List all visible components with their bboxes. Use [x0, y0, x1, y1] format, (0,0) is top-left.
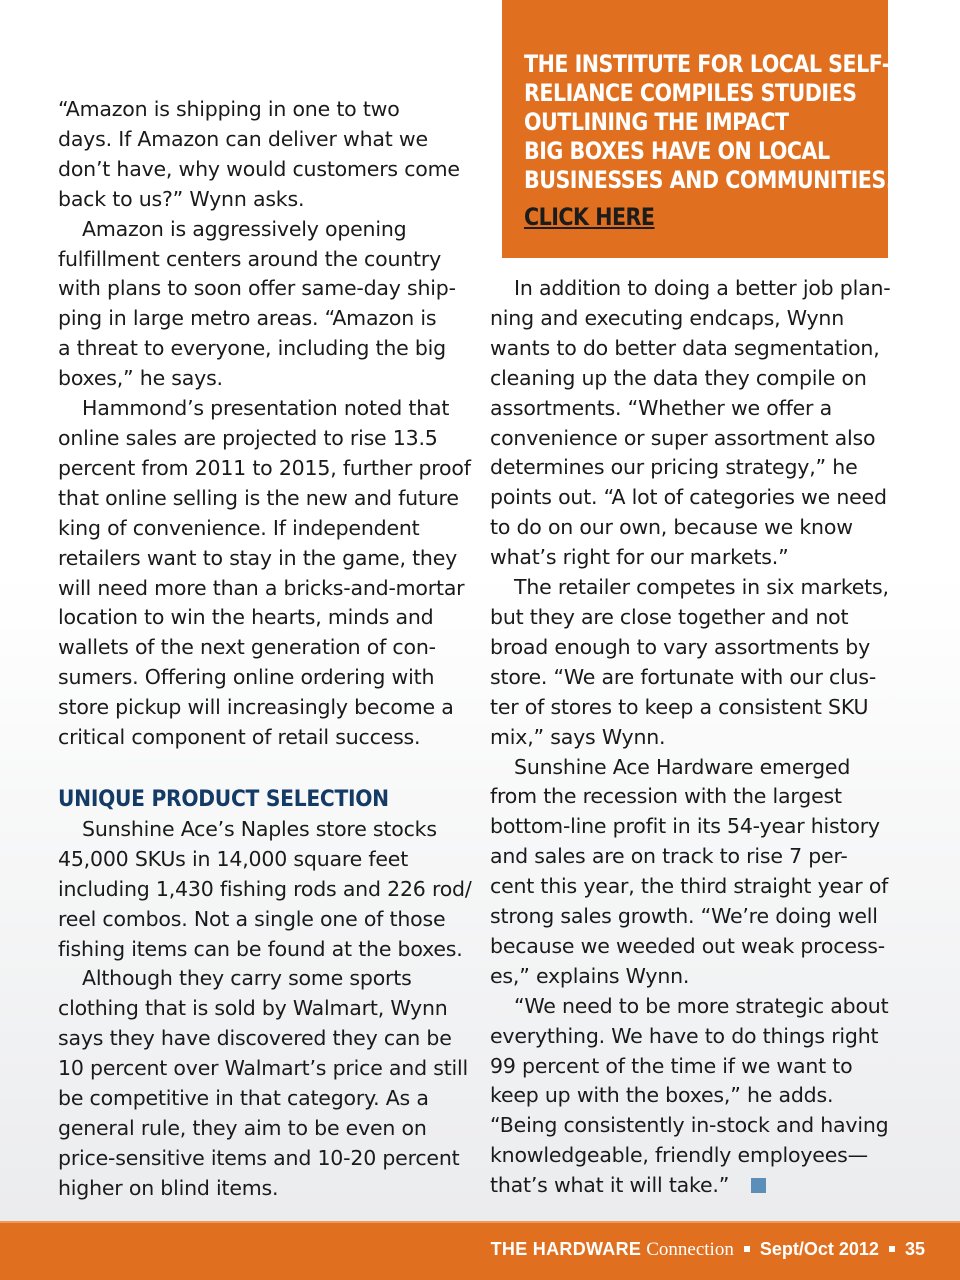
footer-text — [491, 1239, 925, 1261]
text-line: days. If Amazon can deliver what we — [58, 126, 428, 151]
text-line: fulfillment centers around the country — [58, 246, 442, 271]
text-line: “Being consistently in-stock and having — [490, 1113, 889, 1138]
paragraph — [490, 992, 910, 1201]
paragraph — [58, 95, 478, 215]
text-line: convenience or super assortment also — [490, 425, 876, 450]
text-line: strong sales growth. “We’re doing well — [490, 904, 878, 929]
text-line: Hammond’s presentation noted that — [82, 396, 450, 421]
text-line: determines our pricing strategy,” he — [490, 455, 858, 480]
text-line: says they have discovered they can be — [58, 1026, 452, 1051]
text-line: be competitive in that category. As a — [58, 1086, 429, 1111]
text-line: higher on blind items. — [58, 1175, 279, 1200]
text-line: wants to do better data segmentation, — [490, 335, 880, 360]
callout-title — [524, 50, 894, 195]
issue-date: Sept/Oct 2012 — [759, 1239, 879, 1259]
text-line: In addition to doing a better job plan- — [514, 276, 891, 300]
text-line: ping in large metro areas. “Amazon is — [58, 306, 437, 331]
footer-bar — [0, 1221, 960, 1280]
paragraph — [58, 815, 478, 965]
text-line: Sunshine Ace Hardware emerged — [514, 754, 851, 779]
separator-square-icon — [889, 1246, 895, 1252]
text-line: a threat to everyone, including the big — [58, 336, 446, 361]
text-line: store pickup will increasingly become a — [58, 695, 454, 720]
separator-square-icon — [744, 1246, 750, 1252]
text-line: because we weeded out weak process- — [490, 933, 885, 958]
paragraph — [58, 394, 478, 753]
text-line: will need more than a bricks-and-mortar — [58, 575, 465, 600]
text-line: Amazon is aggressively opening — [82, 216, 407, 241]
text-line: percent from 2011 to 2015, further proof — [58, 455, 471, 480]
text-line: what’s right for our markets.” — [490, 545, 789, 570]
text-line: points out. “A lot of categories we need — [490, 485, 887, 510]
text-line: fishing items can be found at the boxes. — [58, 936, 463, 961]
text-line: 99 percent of the time if we want to — [490, 1053, 853, 1078]
text-line: that’s what it will take.” — [490, 1173, 730, 1198]
text-line: Although they carry some sports — [82, 966, 412, 991]
text-line: online sales are projected to rise 13.5 — [58, 425, 438, 450]
paragraph — [490, 573, 910, 752]
text-line: wallets of the next generation of con- — [58, 635, 436, 660]
text-line: es,” explains Wynn. — [490, 963, 690, 988]
text-line: cleaning up the data they compile on — [490, 365, 867, 390]
text-line: from the recession with the largest — [490, 784, 842, 809]
text-line: clothing that is sold by Walmart, Wynn — [58, 996, 448, 1021]
text-line: boxes,” he says. — [58, 366, 223, 391]
text-line: don’t have, why would customers come — [58, 156, 460, 181]
text-line: sumers. Offering online ordering with — [58, 665, 435, 690]
text-line: to do on our own, because we know — [490, 515, 853, 540]
text-line: 45,000 SKUs in 14,000 square feet — [58, 846, 409, 871]
callout-title-line: BUSINESSES AND COMMUNITIES. — [524, 166, 894, 194]
text-line: Sunshine Ace’s Naples store stocks — [82, 816, 437, 841]
left-paragraphs-after — [58, 815, 478, 1204]
text-line: knowledgeable, friendly employees— — [490, 1143, 868, 1168]
text-line: including 1,430 fishing rods and 226 rod/ — [58, 876, 472, 901]
callout-title-line: BIG BOXES HAVE ON LOCAL — [524, 137, 830, 165]
text-line: bottom-line profit in its 54-year history — [490, 814, 880, 839]
callout-title-line: OUTLINING THE IMPACT — [524, 108, 789, 136]
page-number: 35 — [904, 1239, 925, 1259]
text-line: “We need to be more strategic about — [514, 993, 889, 1018]
text-line: ning and executing endcaps, Wynn — [490, 305, 844, 330]
text-line: that online selling is the new and future — [58, 485, 459, 510]
callout-title-line: RELIANCE COMPILES STUDIES — [524, 79, 857, 107]
text-line: critical component of retail success. — [58, 725, 421, 750]
text-line: everything. We have to do things right — [490, 1023, 879, 1048]
text-line: and sales are on track to rise 7 per- — [490, 844, 848, 869]
text-line: assortments. “Whether we offer a — [490, 395, 832, 420]
text-line: reel combos. Not a single one of those — [58, 906, 446, 931]
left-paragraphs-before — [58, 95, 478, 753]
callout-box — [502, 0, 894, 258]
left-column — [58, 95, 478, 1204]
text-line: with plans to soon offer same-day ship- — [58, 276, 456, 301]
text-line: broad enough to vary assortments by — [490, 634, 871, 659]
text-line: retailers want to stay in the game, they — [58, 545, 458, 570]
paragraph — [58, 215, 478, 394]
text-line: location to win the hearts, minds and — [58, 605, 434, 630]
end-of-article-icon — [751, 1178, 766, 1193]
text-line: general rule, they aim to be even on — [58, 1116, 427, 1140]
text-line: store. “We are fortunate with our clus- — [490, 664, 877, 689]
paragraph — [490, 753, 910, 992]
publication-name-serif: Connection — [646, 1239, 734, 1260]
text-line: king of convenience. If independent — [58, 515, 420, 540]
text-line: keep up with the boxes,” he adds. — [490, 1083, 834, 1108]
text-line: The retailer competes in six markets, — [514, 575, 889, 600]
callout-title-line: THE INSTITUTE FOR LOCAL SELF- — [524, 50, 890, 78]
text-line: back to us?” Wynn asks. — [58, 186, 305, 211]
text-line: cent this year, the third straight year of — [490, 874, 889, 899]
text-line: 10 percent over Walmart’s price and still — [58, 1056, 469, 1081]
text-line: price-sensitive items and 10-20 percent — [58, 1145, 460, 1170]
click-here-link[interactable]: CLICK HERE — [524, 203, 655, 231]
text-line: mix,” says Wynn. — [490, 724, 666, 749]
text-line: “Amazon is shipping in one to two — [58, 97, 400, 121]
paragraph — [490, 274, 910, 573]
right-column — [490, 274, 910, 1201]
section-heading: UNIQUE PRODUCT SELECTION — [58, 786, 389, 812]
text-line: ter of stores to keep a consistent SKU — [490, 694, 869, 719]
text-line: but they are close together and not — [490, 604, 849, 629]
publication-name: THE HARDWARE — [490, 1239, 642, 1259]
paragraph — [58, 964, 478, 1203]
